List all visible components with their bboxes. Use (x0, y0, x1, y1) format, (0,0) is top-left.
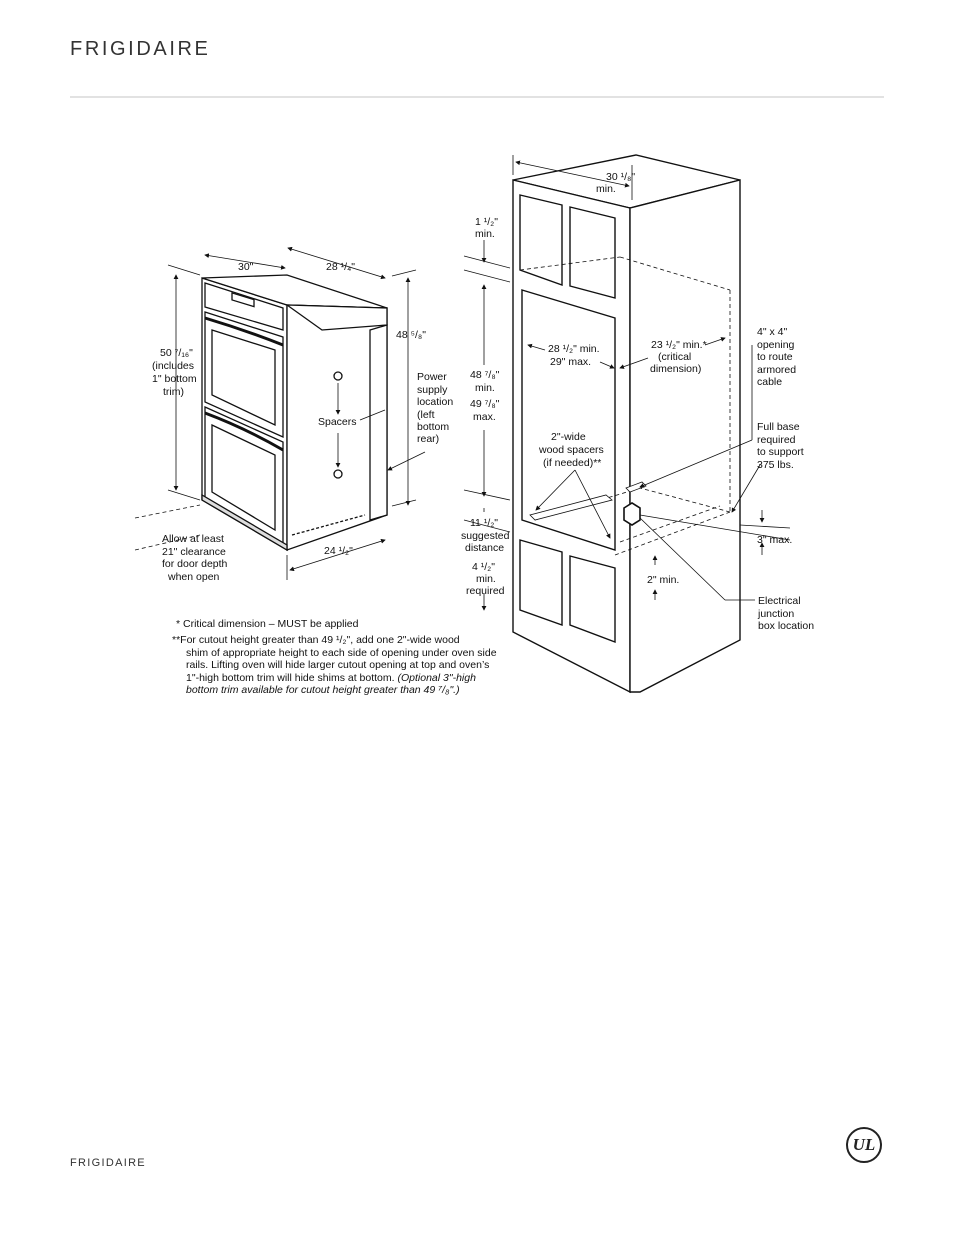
three-max: 3" max. (757, 534, 793, 546)
dim-cut-depth-1: 23 ¹/₂" min.* (651, 339, 707, 351)
base-note-3: to support (757, 446, 804, 458)
base-note-4: 375 lbs. (757, 459, 794, 471)
opening-note-5: cable (757, 376, 783, 388)
suggested-3: distance (465, 542, 505, 554)
dim-cut-height-4: max. (473, 411, 496, 423)
power-supply-6: rear) (417, 433, 440, 445)
footnote-line-5: bottom trim available for cutout height greater than 49 ⁷/₈".) (186, 684, 460, 696)
dim-cut-height-3: 49 ⁷/₈" (470, 398, 500, 410)
spacers-note-1: 2"-wide (551, 431, 586, 443)
oven-drawing (202, 275, 387, 550)
dim-top-2: min. (475, 228, 495, 240)
ul-certification-mark (846, 1127, 882, 1163)
junction-3: box location (758, 620, 815, 632)
clearance-3: for door depth (162, 558, 228, 570)
opening-note-2: opening (757, 339, 795, 351)
power-supply-1: Power (417, 371, 447, 383)
suggested-2: suggested (461, 530, 510, 542)
power-supply-5: bottom (417, 421, 450, 433)
dim-oven-depth: 28 ¹/₄" (326, 261, 356, 273)
logo-text-bottom: FRIGIDAIRE (70, 1157, 146, 1169)
ul-mark-text: UL (852, 1135, 876, 1154)
dim-cut-depth-2: (critical (658, 351, 692, 363)
footnote-line-4b: (Optional 3"-high (394, 672, 476, 684)
footnote-line-4a: 1"-high bottom trim will hide shims at bottom. (186, 672, 395, 684)
footnote-line-1: **For cutout height greater than 49 ¹/₂", add one 2"-wide wood (172, 634, 460, 646)
two-min: 2" min. (647, 574, 680, 586)
dim-oven-height: 50 ⁷/₁₆" (160, 347, 193, 359)
dim-top-1: 1 ¹/₂" (475, 216, 498, 228)
dim-cut-width-1: 28 ¹/₂" min. (548, 343, 600, 355)
dim-cut-height-1: 48 ⁷/₈" (470, 369, 500, 381)
footnote-line-2: shim of appropriate height to each side of opening under oven side (186, 647, 497, 659)
power-supply-3: location (417, 396, 454, 408)
clearance-1: Allow at least (162, 533, 224, 545)
dim-cabinet-width-min: min. (596, 183, 616, 195)
clearance-2: 21" clearance (162, 546, 226, 558)
spacers-label: Spacers (318, 416, 357, 428)
dim-oven-height-note-3: trim) (163, 386, 184, 398)
dim-cut-width-2: 29" max. (550, 356, 592, 368)
cabinet-drawing (513, 155, 740, 692)
base-note-2: required (757, 434, 796, 446)
opening-note-3: to route (757, 351, 793, 363)
footnote-line-4 (186, 672, 476, 684)
power-supply-2: supply (417, 384, 448, 396)
dim-side-height: 48 ⁵/₈" (396, 329, 426, 341)
bottom-min-2: min. (476, 573, 496, 585)
junction-1: Electrical (758, 595, 801, 607)
opening-note-4: armored (757, 364, 797, 376)
bottom-min-1: 4 ¹/₂" (472, 561, 495, 573)
dim-cut-depth-3: dimension) (650, 363, 702, 375)
spacers-note-3: (if needed)** (543, 457, 602, 469)
dim-cabinet-width: 30 ¹/₈" (606, 171, 636, 183)
junction-2: junction (758, 608, 795, 620)
opening-note-1: 4" x 4" (757, 326, 788, 338)
spacers-note-2: wood spacers (539, 444, 604, 456)
footnote-critical: * Critical dimension – MUST be applied (176, 618, 359, 630)
suggested-1: 11 ¹/₂" (470, 517, 499, 529)
base-note-1: Full base (757, 421, 800, 433)
dim-oven-height-note-1: (includes (152, 360, 195, 372)
dim-oven-height-note-2: 1" bottom (152, 373, 197, 385)
frigidaire-logo-bottom (70, 1157, 146, 1169)
logo-text: FRIGIDAIRE (70, 38, 211, 60)
dim-cut-height-2: min. (475, 382, 495, 394)
bottom-min-3: required (466, 585, 505, 597)
clearance-4: when open (168, 571, 220, 583)
dim-bottom-depth: 24 ¹/₂" (324, 545, 353, 557)
dim-oven-width: 30" (238, 261, 254, 273)
power-supply-4: (left (417, 409, 435, 421)
footnote-line-3: rails. Lifting oven will hide larger cutout opening at top and oven’s (186, 659, 490, 671)
